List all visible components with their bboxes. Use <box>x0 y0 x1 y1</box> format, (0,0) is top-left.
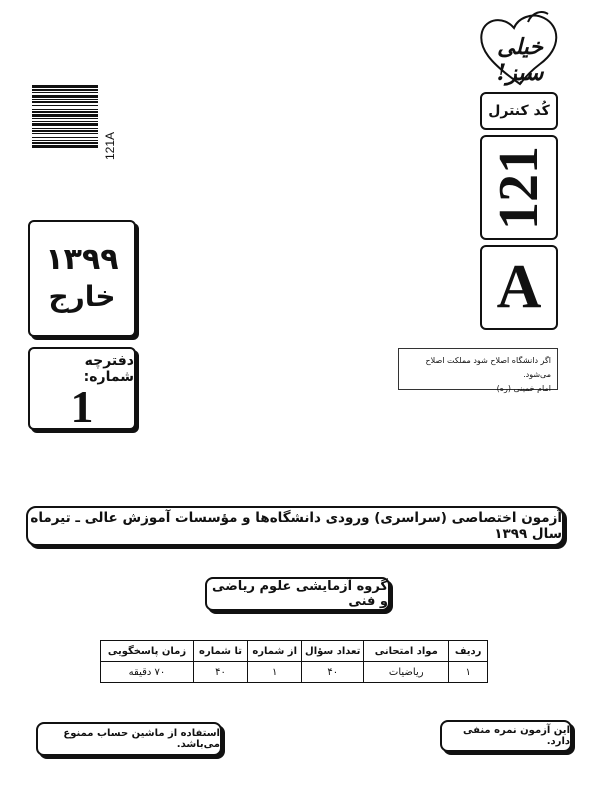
control-code-label: کُد کنترل <box>480 92 558 130</box>
control-code-letter: A <box>480 245 558 330</box>
quote-text: اگر دانشگاه اصلاح شود مملکت اصلاح می‌شود. <box>425 356 551 379</box>
logo-text: خیلی سبز! <box>496 34 544 86</box>
cell-answer-time: ۷۰ دقیقه <box>101 662 194 683</box>
subjects-table <box>100 640 488 683</box>
barcode <box>32 85 98 200</box>
header-row-number: ردیف <box>449 641 488 662</box>
exam-type: خارج <box>48 279 116 313</box>
header-subject: مواد امتحانی <box>364 641 449 662</box>
calculator-note: استفاده از ماشین حساب ممنوع می‌باشد. <box>36 722 222 756</box>
quote-author: امام خمینی (ره) <box>496 384 551 393</box>
cell-to-number: ۴۰ <box>193 662 247 683</box>
cell-row-number: ۱ <box>449 662 488 683</box>
header-question-count: تعداد سؤال <box>302 641 364 662</box>
header-from-number: از شماره <box>248 641 302 662</box>
booklet-number: 1 <box>70 380 94 432</box>
year-box <box>28 220 136 337</box>
negative-marking-note: این آزمون نمره منفی دارد. <box>440 720 572 752</box>
exam-title: آزمون اختصاصی (سراسری) ورودی دانشگاه‌ها و مؤسسات آموزش عالی ـ تیرماه سال ۱۳۹۹ <box>26 506 564 546</box>
control-code-number-text: 121 <box>488 145 550 230</box>
publisher-logo <box>470 8 570 88</box>
exam-group: گروه آزمایشی علوم ریاضی و فنی <box>205 577 390 611</box>
cell-subject: ریاضیات <box>364 662 449 683</box>
control-code-number <box>480 135 558 240</box>
table-row <box>101 662 488 683</box>
cell-question-count: ۴۰ <box>302 662 364 683</box>
booklet-number-box <box>28 347 136 430</box>
header-answer-time: زمان پاسخگویی <box>101 641 194 662</box>
quote-box <box>398 348 558 393</box>
booklet-label: دفترچه شماره: <box>83 352 134 385</box>
exam-year: ۱۳۹۹ <box>45 241 119 277</box>
barcode-label: 121A <box>103 131 117 160</box>
header-to-number: تا شماره <box>193 641 247 662</box>
table-header-row <box>101 641 488 662</box>
cell-from-number: ۱ <box>248 662 302 683</box>
